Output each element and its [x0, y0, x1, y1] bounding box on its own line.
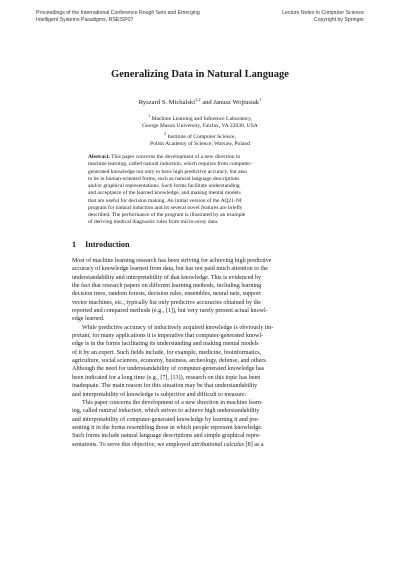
affiliation-line: Polish Academy of Science, Warsaw, Poland: [150, 141, 250, 148]
running-header-left: [36, 10, 236, 23]
body-text-run: , which strives to achieve high understandability: [141, 408, 260, 415]
body-line: and interpretability of computer-generated knowledge by learning it and pre-: [72, 416, 260, 423]
emphasis-term: natural induction: [98, 408, 142, 415]
body-line: reported and compared methods (e.g., [1]), but very rarely present actual knowl-: [72, 308, 268, 315]
body-line: been indicated for a long time (e.g., [7], [13]), research on this topic has been: [72, 374, 261, 381]
body-line: the fact that research papers on different learning methods, including learning: [72, 283, 262, 290]
body-line: Although the need for understandability of computer-generated knowledge has: [72, 366, 265, 373]
paragraph: [72, 399, 333, 449]
section-title: Introduction: [85, 240, 130, 249]
body-line: agriculture, social sciences, economy, business, archeology, defense, and others.: [72, 358, 268, 365]
author-name: Janusz Wojtusiak: [213, 99, 260, 107]
body-line: portant, for many applications it is imperative that computer-generated knowl-: [72, 333, 264, 340]
emphasis-term: attributional calculus: [191, 441, 245, 448]
body-text-run: [8] as a: [244, 441, 264, 448]
affiliation-line: [0, 112, 400, 123]
body-line: Such forms include natural language descriptions and simple graphical repre-: [72, 433, 261, 440]
abstract-line: program for natural induction and its several novel features are briefly: [88, 204, 243, 211]
author-conjunction: and: [200, 99, 214, 107]
author-affiliation-mark: 1,2: [195, 97, 201, 102]
author-list: [0, 97, 400, 106]
affiliation-text: Institute of Computer Science,: [167, 134, 236, 141]
affiliation-mark: 1: [148, 113, 151, 118]
body-text-run: ing, called: [72, 408, 99, 415]
affiliations: [0, 112, 400, 149]
body-line: understandability and interpretability of that knowledge. This is evidenced by: [72, 274, 262, 281]
body-text: [72, 257, 333, 449]
abstract-label: Abstract.: [88, 154, 110, 160]
abstract-line: machine learning, called natural induction, which requires from computer-: [88, 161, 252, 168]
body-line: senting it in the forms resembling those in which people represent knowledge.: [72, 424, 263, 431]
abstract-line: that are useful for decision making. An initial version of the AQ21-NI: [88, 197, 242, 204]
abstract-body: [88, 161, 314, 226]
body-line: edge is in the forms facilitating its understanding and making mental models: [72, 341, 259, 348]
body-line: While predictive accuracy of inductively acquired knowledge is obviously im-: [82, 324, 274, 331]
header-line: Intelligent Systems Paradigms, RSEISP07: [36, 16, 134, 23]
body-line: decision trees, random forests, decision rules, ensembles, neural nets, support: [72, 291, 261, 298]
abstract-text: This paper concerns the development of a new direction in: [109, 154, 241, 160]
paper-title: Generalizing Data in Natural Language: [111, 69, 289, 80]
affiliation-line: [0, 130, 400, 141]
author-name: Ryszard S. Michalski: [138, 99, 196, 107]
body-line: of it by an expert. Such fields include, for example, medicine, bioinformatics,: [72, 349, 262, 356]
body-line: [72, 441, 333, 449]
paragraph: [72, 324, 333, 399]
affiliation-mark: 2: [164, 131, 167, 137]
abstract: [88, 154, 314, 227]
abstract-line: generated knowledge not only to have high predictive accuracy, but also: [88, 168, 247, 175]
abstract-line: [88, 154, 314, 161]
section-number: 1: [72, 240, 77, 249]
header-line: Proceedings of the International Conference Rough Sets and Emerging: [36, 10, 200, 16]
abstract-line: of deriving medical diagnostic rules from micro-array data.: [88, 219, 219, 226]
abstract-line: described. The performance of the program is illustrated by an example: [88, 212, 246, 218]
abstract-line: to be in human-oriented forms, such as natural language descriptions: [88, 175, 240, 182]
body-line: and interpretability of knowledge is subjective and difficult to measure.: [72, 391, 247, 398]
paragraph-continuation: [72, 416, 333, 441]
body-line: accuracy of knowledge learned from data, but has not paid much attention to the: [72, 266, 268, 273]
author-affiliation-mark: 1: [259, 97, 262, 102]
paragraph: [72, 257, 333, 324]
affiliation-text: Machine Learning and Inference Laboratory,: [151, 115, 252, 122]
section-heading: [72, 240, 139, 249]
affiliation-line: George Mason University, Fairfax, VA 22030, USA: [142, 123, 258, 130]
abstract-line: and/or graphical representations. Such forms facilitate understanding: [88, 183, 240, 189]
body-line: edge learned.: [72, 316, 105, 323]
header-line: Lecture Notes in Computer Science: [282, 10, 364, 16]
body-line: Most of machine learning research has been striving for achieving high predictive: [72, 258, 272, 264]
body-text-run: sentations. To serve this objective, we employed: [72, 441, 192, 448]
body-line: inadequate. The main reason for this situation may be that understandability: [72, 383, 258, 390]
header-line: Copyright by Springer: [313, 16, 364, 23]
body-line: vector machines, etc., typically list only predictive accuracies obtained by the: [72, 299, 262, 306]
body-line: [72, 407, 333, 415]
running-header-right: [224, 10, 364, 23]
body-line: This paper concerns the development of a new direction in machine learn-: [82, 399, 263, 406]
abstract-line: and acceptance of the learned knowledge, and making mental models: [88, 190, 241, 197]
